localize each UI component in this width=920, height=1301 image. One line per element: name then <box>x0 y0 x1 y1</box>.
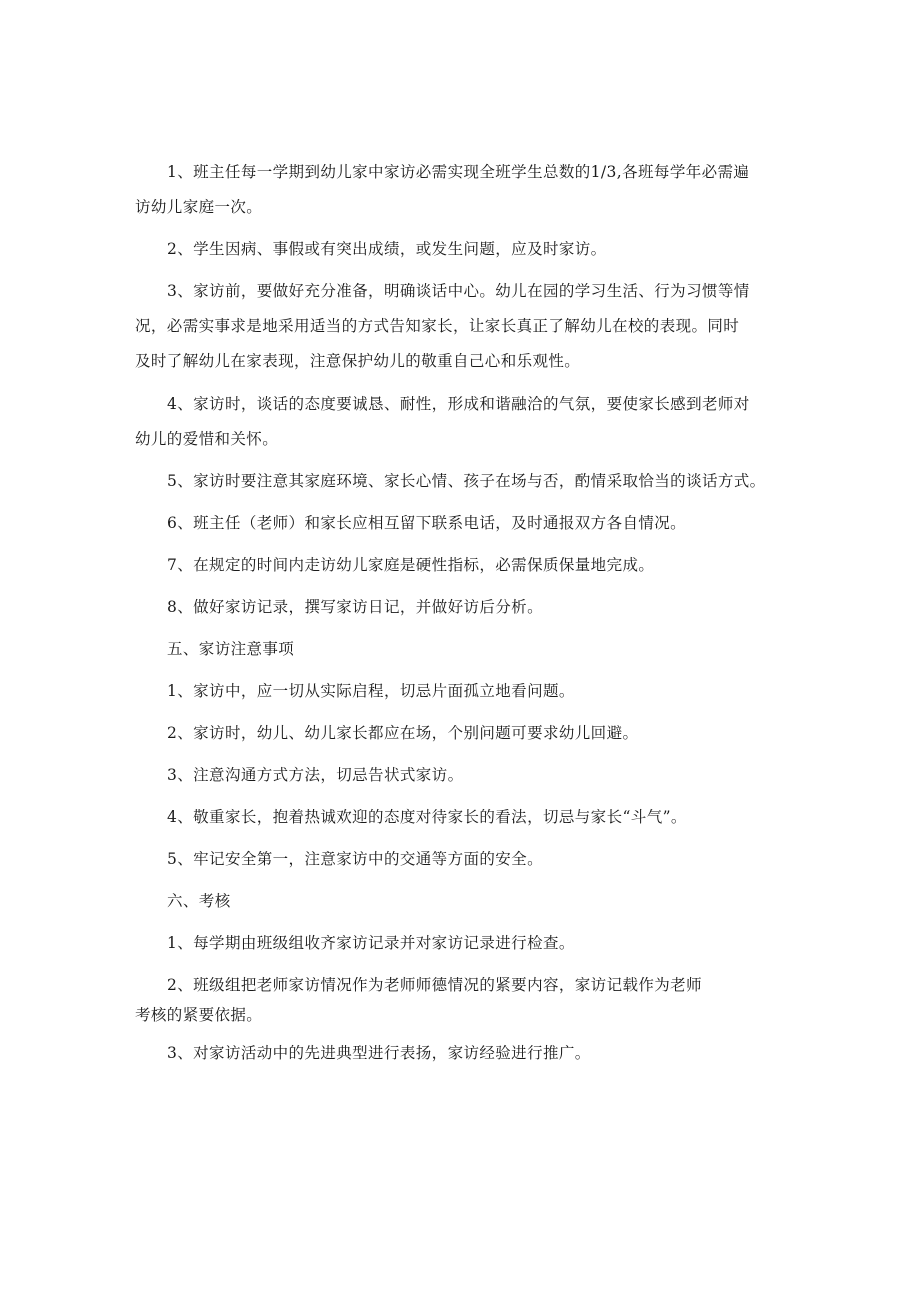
text-line: 1、家访中，应一切从实际启程，切忌片面孤立地看问题。 <box>167 682 575 700</box>
duty-item-6 <box>135 506 787 541</box>
duty-item-2 <box>135 232 787 267</box>
text-line: 5、牢记安全第一，注意家访中的交通等方面的安全。 <box>167 850 543 868</box>
text-line: 3、家访前，要做好充分准备，明确谈话中心。幼儿在园的学习生活、行为习惯等情 <box>167 282 750 300</box>
section-heading-5 <box>135 632 787 667</box>
caution-item-3 <box>135 758 787 793</box>
section-heading-6 <box>135 884 787 919</box>
text-line: 考核的紧要依据。 <box>135 1006 263 1024</box>
assessment-item-1 <box>135 926 787 961</box>
section-title: 六、考核 <box>167 892 231 910</box>
caution-item-1 <box>135 674 787 709</box>
text-line: 2、班级组把老师家访情况作为老师师德情况的紧要内容，家访记载作为老师 <box>167 976 702 994</box>
caution-item-2 <box>135 716 787 751</box>
caution-item-4 <box>135 800 787 835</box>
text-line: 及时了解幼儿在家表现，注意保护幼儿的敬重自己心和乐观性。 <box>135 352 581 370</box>
text-line: 1、班主任每一学期到幼儿家中家访必需实现全班学生总数的1/3,各班每学年必需遍 <box>167 163 750 181</box>
section-title: 五、家访注意事项 <box>167 640 295 658</box>
assessment-item-3 <box>135 1036 787 1071</box>
text-line: 8、做好家访记录，撰写家访日记，并做好访后分析。 <box>167 598 543 616</box>
text-line: 况，必需实事求是地采用适当的方式告知家长，让家长真正了解幼儿在校的表现。同时 <box>135 317 740 335</box>
duty-item-8 <box>135 590 787 625</box>
assessment-item-2 <box>135 968 787 1033</box>
text-line: 4、敬重家长，抱着热诚欢迎的态度对待家长的看法，切忌与家长“斗气”。 <box>167 808 687 826</box>
duty-item-7 <box>135 548 787 583</box>
text-line: 6、班主任（老师）和家长应相互留下联系电话，及时通报双方各自情况。 <box>167 514 687 532</box>
text-line: 4、家访时，谈话的态度要诚恳、耐性，形成和谐融洽的气氛，要使家长感到老师对 <box>167 395 750 413</box>
text-line: 5、家访时要注意其家庭环境、家长心情、孩子在场与否，酌情采取恰当的谈话方式。 <box>167 472 766 490</box>
text-line: 幼儿的爱惜和关怀。 <box>135 430 279 448</box>
duty-item-5 <box>135 464 787 499</box>
duty-item-1 <box>135 155 787 225</box>
text-line: 访幼儿家庭一次。 <box>135 198 263 216</box>
text-line: 3、对家访活动中的先进典型进行表扬，家访经验进行推广。 <box>167 1044 591 1062</box>
caution-item-5 <box>135 842 787 877</box>
text-line: 7、在规定的时间内走访幼儿家庭是硬性指标，必需保质保量地完成。 <box>167 556 655 574</box>
text-line: 3、注意沟通方式方法，切忌告状式家访。 <box>167 766 464 784</box>
duty-item-4 <box>135 387 787 457</box>
text-line: 2、学生因病、事假或有突出成绩，或发生问题，应及时家访。 <box>167 240 607 258</box>
text-line: 2、家访时，幼儿、幼儿家长都应在场，个别问题可要求幼儿回避。 <box>167 724 639 742</box>
text-line: 1、每学期由班级组收齐家访记录并对家访记录进行检查。 <box>167 934 575 952</box>
duty-item-3 <box>135 274 787 379</box>
